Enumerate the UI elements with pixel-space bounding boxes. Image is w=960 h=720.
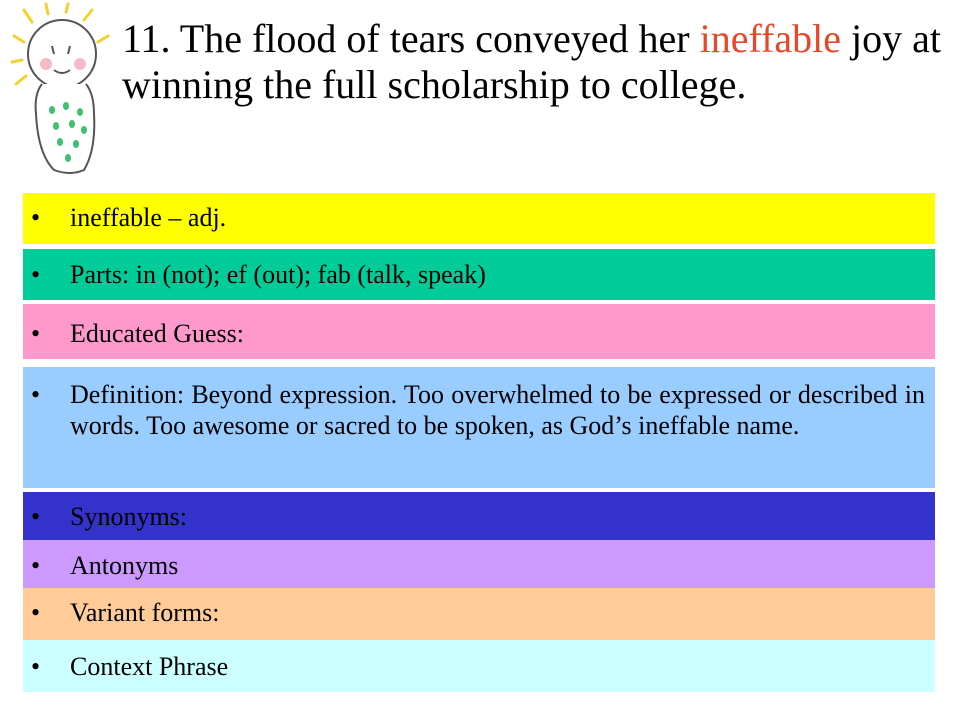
guess-label: Educated Guess: [70,319,245,348]
title-suffix: joy at winning the full scholarship to college. [122,16,941,107]
bullet: • [31,380,41,409]
title-prefix: 11. The flood of tears conveyed her [122,16,700,61]
antonyms-band [23,540,935,588]
bullet: • [31,598,41,627]
slide-title [122,16,942,108]
bullet: • [31,319,41,348]
definition-text: Definition: Beyond expression. Too overwhelmed to be expressed or described in words. Too awesome or sacred to be spoken, as God’s ineffable name. [70,380,925,440]
word-label: ineffable – adj. [70,203,227,232]
parts-band [23,249,935,300]
guess-band [23,304,935,359]
context-band [23,640,935,692]
bullet: • [31,652,41,681]
word-band [23,193,935,244]
definition-band [23,367,935,488]
variants-band [23,588,935,640]
parts-label: Parts: in (not); ef (out); fab (talk, speak) [70,260,486,289]
context-label: Context Phrase [70,652,229,681]
variants-label: Variant forms: [70,598,220,627]
synonyms-label: Synonyms: [70,502,188,531]
bullet: • [31,502,41,531]
bullet: • [31,551,41,580]
child-doodle-illustration [10,2,120,177]
antonyms-label: Antonyms [70,551,179,580]
synonyms-band [23,492,935,540]
bullet: • [31,260,41,289]
title-highlight-word: ineffable [699,16,841,61]
bullet: • [31,203,41,232]
